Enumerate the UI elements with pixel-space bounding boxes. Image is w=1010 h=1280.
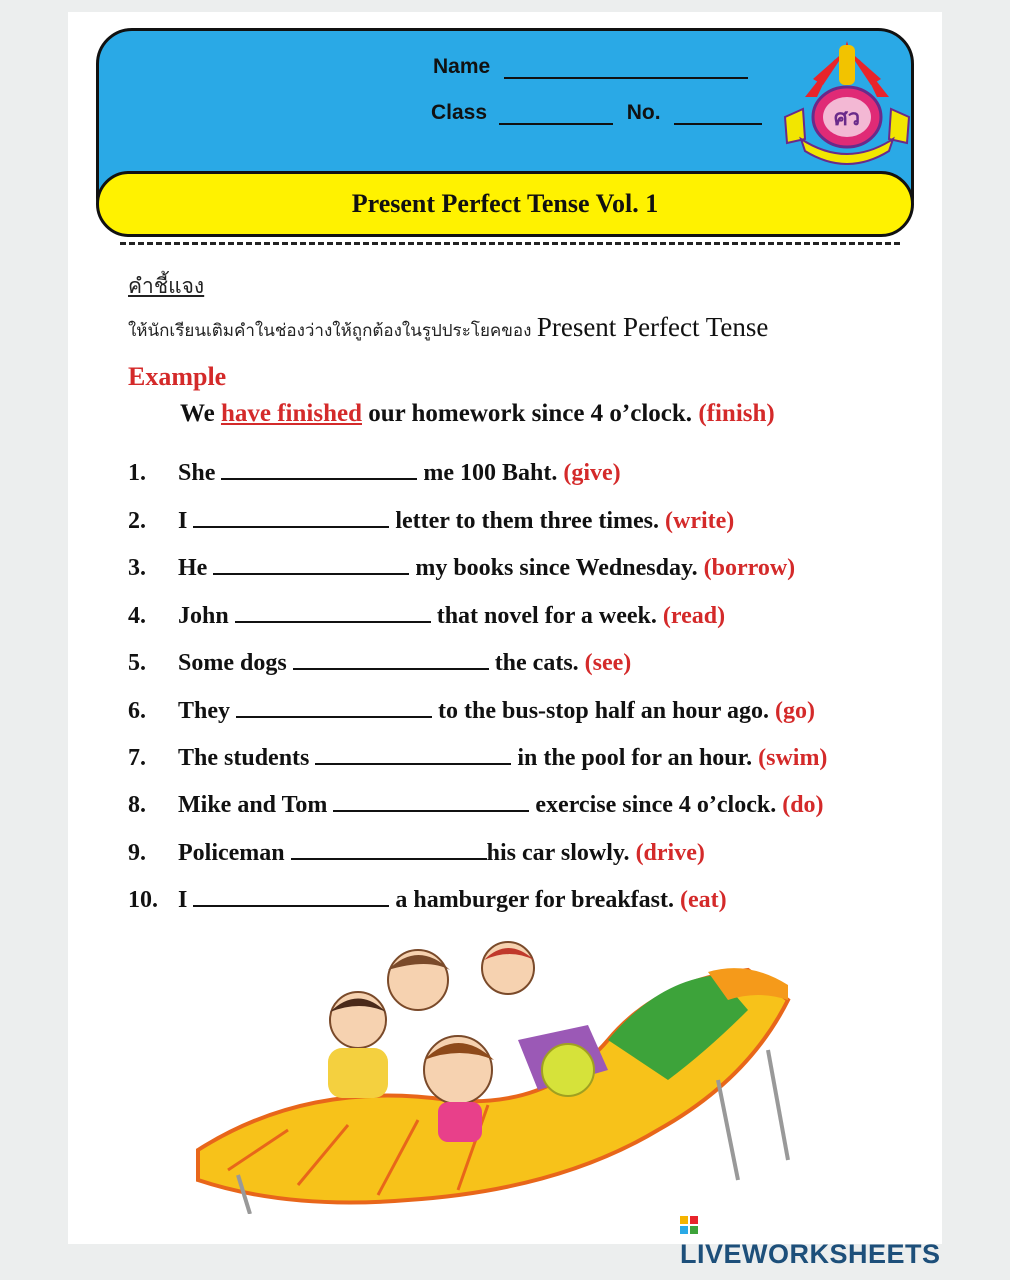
- number-blank[interactable]: [674, 105, 762, 125]
- question-number: 2.: [128, 508, 146, 534]
- verb-hint: (give): [563, 460, 621, 486]
- class-label: Class: [431, 101, 488, 124]
- example-hint: (finish): [698, 400, 775, 427]
- name-label: Name: [433, 55, 491, 78]
- question-item: [128, 790, 824, 819]
- question-subject: Policeman: [178, 840, 285, 866]
- verb-hint: (read): [662, 603, 726, 629]
- example-after: our homework since 4 o’clock.: [361, 400, 699, 427]
- children-on-slide-illustration: [188, 930, 818, 1214]
- question-rest: the cats.: [494, 650, 579, 676]
- question-number: 4.: [128, 603, 146, 629]
- instructions-thai: ให้นักเรียนเติมคำในช่องว่างให้ถูกต้องในรูปประโยคของ: [128, 321, 537, 341]
- name-blank[interactable]: [504, 59, 748, 79]
- verb-hint: (write): [665, 508, 735, 534]
- question-number: 9.: [128, 840, 146, 866]
- example-answer: have finished: [220, 400, 362, 427]
- answer-blank[interactable]: [291, 838, 487, 860]
- question-item: [128, 838, 705, 867]
- question-item: [128, 885, 727, 914]
- question-rest: my books since Wednesday.: [415, 555, 698, 581]
- question-subject: He: [178, 555, 208, 581]
- question-subject: The students: [178, 745, 310, 771]
- question-number: 3.: [128, 555, 146, 581]
- question-item: [128, 553, 795, 582]
- question-rest: me 100 Baht.: [423, 460, 558, 486]
- answer-blank[interactable]: [213, 553, 409, 575]
- question-number: 5.: [128, 650, 146, 676]
- verb-hint: (see): [584, 650, 632, 676]
- instructions-text: [128, 312, 768, 344]
- question-subject: She: [178, 460, 216, 486]
- answer-blank[interactable]: [221, 458, 417, 480]
- example-sentence: [180, 400, 775, 428]
- question-number: 10.: [128, 887, 158, 913]
- verb-hint: (go): [774, 698, 815, 724]
- worksheet-header: [96, 28, 914, 234]
- example-label: Example: [128, 362, 227, 391]
- instructions-heading: คำชี้แจง: [128, 274, 205, 298]
- question-item: [128, 458, 621, 487]
- question-rest: exercise since 4 o’clock.: [535, 792, 777, 818]
- question-rest: that novel for a week.: [436, 603, 657, 629]
- liveworksheets-icon: [680, 1216, 698, 1234]
- answer-blank[interactable]: [293, 648, 489, 670]
- question-item: [128, 696, 815, 725]
- question-item: [128, 506, 734, 535]
- worksheet-title: Present Perfect Tense Vol. 1: [351, 189, 659, 218]
- answer-blank[interactable]: [333, 790, 529, 812]
- verb-hint: (drive): [635, 840, 705, 866]
- question-rest: to the bus-stop half an hour ago.: [438, 698, 769, 724]
- title-banner: [96, 171, 914, 237]
- question-item: [128, 601, 725, 630]
- no-label: No.: [626, 101, 661, 124]
- verb-hint: (do): [782, 792, 824, 818]
- question-number: 6.: [128, 698, 146, 724]
- question-item: [128, 648, 631, 677]
- question-number: 8.: [128, 792, 146, 818]
- verb-hint: (borrow): [703, 555, 796, 581]
- brand-text: LIVEWORKSHEETS: [680, 1239, 941, 1269]
- liveworksheets-brand: [680, 1208, 942, 1270]
- answer-blank[interactable]: [193, 506, 389, 528]
- example-before: We: [180, 400, 221, 427]
- dashed-divider: [120, 242, 900, 245]
- question-subject: I: [178, 508, 188, 534]
- school-emblem-logo: [783, 39, 911, 165]
- worksheet-page: [68, 12, 942, 1269]
- name-field-row: [433, 55, 748, 79]
- instructions-english: Present Perfect Tense: [536, 312, 769, 342]
- answer-blank[interactable]: [315, 743, 511, 765]
- question-subject: John: [178, 603, 229, 629]
- class-field-row: [431, 101, 762, 125]
- question-rest: his car slowly.: [486, 840, 630, 866]
- question-rest: a hamburger for breakfast.: [395, 887, 675, 913]
- question-subject: I: [178, 887, 188, 913]
- question-number: 1.: [128, 460, 146, 486]
- verb-hint: (swim): [758, 745, 828, 771]
- answer-blank[interactable]: [193, 885, 389, 907]
- emblem-letters: ศว: [833, 106, 861, 131]
- question-item: [128, 743, 827, 772]
- question-rest: in the pool for an hour.: [517, 745, 753, 771]
- question-subject: Some dogs: [178, 650, 287, 676]
- answer-blank[interactable]: [236, 696, 432, 718]
- verb-hint: (eat): [680, 887, 727, 913]
- answer-blank[interactable]: [235, 601, 431, 623]
- question-subject: Mike and Tom: [178, 792, 328, 818]
- class-blank[interactable]: [499, 105, 613, 125]
- question-subject: They: [178, 698, 231, 724]
- question-number: 7.: [128, 745, 146, 771]
- question-rest: letter to them three times.: [395, 508, 660, 534]
